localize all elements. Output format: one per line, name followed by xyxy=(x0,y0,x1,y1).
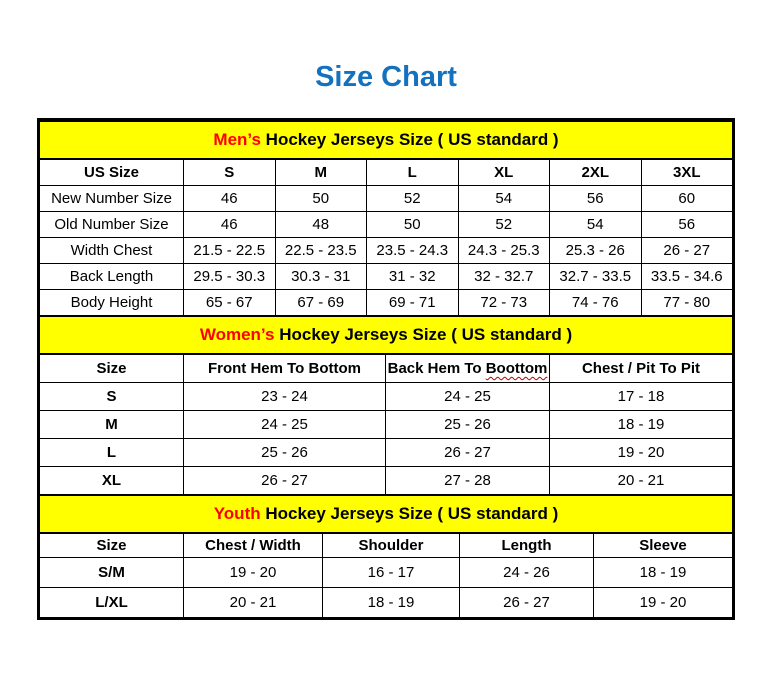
value-cell: 31 - 32 xyxy=(367,264,459,290)
mens-col-us-size: US Size xyxy=(40,159,184,186)
value-cell: 19 - 20 xyxy=(184,558,323,588)
value-cell: 32.7 - 33.5 xyxy=(550,264,642,290)
table-row xyxy=(40,439,733,467)
value-cell: 26 - 27 xyxy=(184,467,386,495)
page-title: Size Chart xyxy=(315,61,457,93)
value-cell: 74 - 76 xyxy=(550,290,642,316)
value-cell: 56 xyxy=(641,212,733,238)
youth-col-chest-width: Chest / Width xyxy=(184,533,323,558)
value-cell: 60 xyxy=(641,186,733,212)
value-cell: 56 xyxy=(550,186,642,212)
content-area xyxy=(37,0,735,620)
mens-title-rest: Hockey Jerseys Size ( US standard ) xyxy=(260,130,559,149)
value-cell: 24.3 - 25.3 xyxy=(458,238,550,264)
youth-col-size: Size xyxy=(40,533,184,558)
value-cell: 25 - 26 xyxy=(184,439,386,467)
value-cell: 17 - 18 xyxy=(550,383,733,411)
womens-col-front-hem: Front Hem To Bottom xyxy=(184,354,386,383)
womens-column-header-row xyxy=(40,354,733,383)
youth-title-rest: Hockey Jerseys Size ( US standard ) xyxy=(260,504,559,523)
youth-col-length: Length xyxy=(460,533,594,558)
value-cell: 19 - 20 xyxy=(594,588,733,618)
back-hem-label-prefix: Back Hem To xyxy=(387,360,486,377)
value-cell: 65 - 67 xyxy=(184,290,276,316)
mens-col-2xl: 2XL xyxy=(550,159,642,186)
womens-title-highlight: Women’s xyxy=(199,325,275,344)
mens-title-highlight: Men’s xyxy=(213,130,261,149)
value-cell: 26 - 27 xyxy=(641,238,733,264)
mens-col-l: L xyxy=(367,159,459,186)
womens-col-size: Size xyxy=(40,354,184,383)
value-cell: 72 - 73 xyxy=(458,290,550,316)
row-label: M xyxy=(40,411,184,439)
size-chart-frame xyxy=(37,118,735,620)
row-label: Old Number Size xyxy=(40,212,184,238)
table-row xyxy=(40,383,733,411)
youth-col-shoulder: Shoulder xyxy=(323,533,460,558)
value-cell: 25.3 - 26 xyxy=(550,238,642,264)
womens-title-rest: Hockey Jerseys Size ( US standard ) xyxy=(274,325,573,344)
value-cell: 20 - 21 xyxy=(550,467,733,495)
row-label: Width Chest xyxy=(40,238,184,264)
youth-col-sleeve: Sleeve xyxy=(594,533,733,558)
value-cell: 27 - 28 xyxy=(386,467,550,495)
youth-column-header-row xyxy=(40,533,733,558)
value-cell: 23.5 - 24.3 xyxy=(367,238,459,264)
row-label: L xyxy=(40,439,184,467)
table-row xyxy=(40,411,733,439)
womens-col-chest: Chest / Pit To Pit xyxy=(550,354,733,383)
womens-size-table xyxy=(39,315,733,495)
youth-size-table xyxy=(39,494,733,618)
value-cell: 69 - 71 xyxy=(367,290,459,316)
youth-title-highlight: Youth xyxy=(213,504,261,523)
table-row xyxy=(40,238,733,264)
youth-section-header-row xyxy=(40,495,733,533)
value-cell: 18 - 19 xyxy=(594,558,733,588)
value-cell: 46 xyxy=(184,186,276,212)
mens-column-header-row xyxy=(40,159,733,186)
value-cell: 30.3 - 31 xyxy=(275,264,367,290)
value-cell: 24 - 25 xyxy=(386,383,550,411)
mens-size-table xyxy=(39,120,733,316)
mens-col-xl: XL xyxy=(458,159,550,186)
value-cell: 52 xyxy=(367,186,459,212)
table-row xyxy=(40,558,733,588)
value-cell: 33.5 - 34.6 xyxy=(641,264,733,290)
value-cell: 26 - 27 xyxy=(386,439,550,467)
value-cell: 25 - 26 xyxy=(386,411,550,439)
youth-section-title xyxy=(40,495,733,533)
value-cell: 48 xyxy=(275,212,367,238)
value-cell: 67 - 69 xyxy=(275,290,367,316)
row-label: XL xyxy=(40,467,184,495)
mens-col-3xl: 3XL xyxy=(641,159,733,186)
mens-section-title xyxy=(40,121,733,159)
womens-section-title xyxy=(40,316,733,354)
row-label: L/XL xyxy=(40,588,184,618)
row-label: Body Height xyxy=(40,290,184,316)
value-cell: 50 xyxy=(367,212,459,238)
misspelled-word: Boottom xyxy=(485,360,548,377)
table-row xyxy=(40,264,733,290)
value-cell: 19 - 20 xyxy=(550,439,733,467)
womens-col-back-hem xyxy=(386,354,550,383)
value-cell: 18 - 19 xyxy=(323,588,460,618)
value-cell: 24 - 25 xyxy=(184,411,386,439)
value-cell: 21.5 - 22.5 xyxy=(184,238,276,264)
mens-col-s: S xyxy=(184,159,276,186)
mens-section-header-row xyxy=(40,121,733,159)
row-label: S xyxy=(40,383,184,411)
row-label: Back Length xyxy=(40,264,184,290)
table-row xyxy=(40,588,733,618)
table-row xyxy=(40,467,733,495)
value-cell: 50 xyxy=(275,186,367,212)
value-cell: 18 - 19 xyxy=(550,411,733,439)
value-cell: 20 - 21 xyxy=(184,588,323,618)
table-row xyxy=(40,186,733,212)
value-cell: 54 xyxy=(550,212,642,238)
value-cell: 24 - 26 xyxy=(460,558,594,588)
mens-col-m: M xyxy=(275,159,367,186)
womens-section-header-row xyxy=(40,316,733,354)
value-cell: 32 - 32.7 xyxy=(458,264,550,290)
value-cell: 22.5 - 23.5 xyxy=(275,238,367,264)
value-cell: 23 - 24 xyxy=(184,383,386,411)
table-row xyxy=(40,290,733,316)
value-cell: 77 - 80 xyxy=(641,290,733,316)
value-cell: 16 - 17 xyxy=(323,558,460,588)
value-cell: 29.5 - 30.3 xyxy=(184,264,276,290)
value-cell: 46 xyxy=(184,212,276,238)
row-label: New Number Size xyxy=(40,186,184,212)
table-row xyxy=(40,212,733,238)
value-cell: 54 xyxy=(458,186,550,212)
value-cell: 26 - 27 xyxy=(460,588,594,618)
row-label: S/M xyxy=(40,558,184,588)
value-cell: 52 xyxy=(458,212,550,238)
